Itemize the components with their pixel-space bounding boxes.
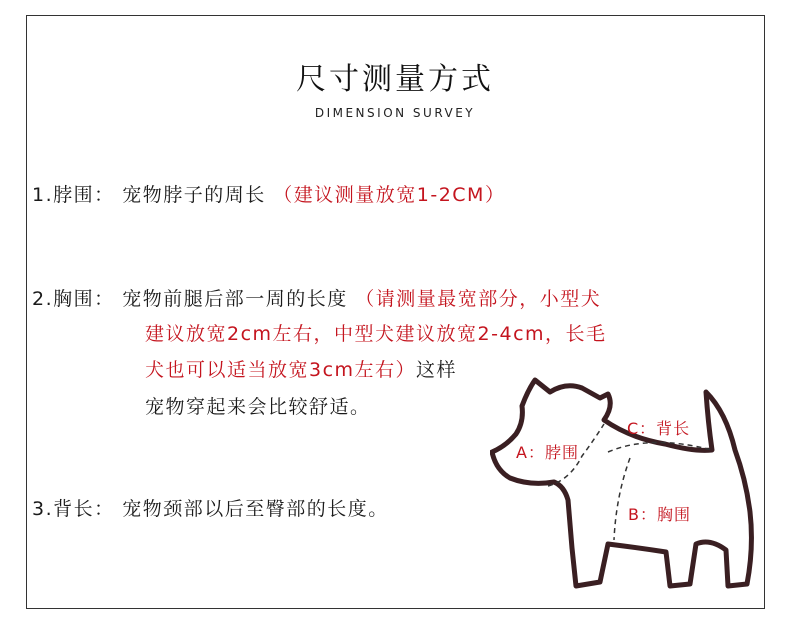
item-neck-label: 1.脖围：: [32, 184, 115, 206]
item-chest-note-2: 建议放宽2cm左右，中型犬建议放宽2-4cm，长毛: [145, 323, 607, 345]
item-chest-note-3: 犬也可以适当放宽3cm左右）: [145, 359, 417, 381]
item-chest-label: 2.胸围：: [32, 288, 115, 310]
label-back: C：背长: [627, 419, 691, 438]
item-neck-desc: 宠物脖子的周长: [122, 184, 266, 206]
item-neck-note: （建议测量放宽1-2CM）: [273, 184, 506, 206]
item-chest-line-3: [145, 361, 457, 380]
item-chest-tail-1: 这样: [416, 359, 458, 381]
page-title: 尺寸测量方式: [296, 62, 494, 97]
item-chest: [32, 290, 601, 309]
page-subtitle: DIMENSION SURVEY: [314, 106, 476, 120]
item-back: [32, 500, 389, 519]
label-chest: B：胸围: [628, 505, 691, 524]
item-chest-desc: 宠物前腿后部一周的长度: [122, 288, 348, 310]
label-neck: A：脖围: [516, 443, 579, 462]
item-neck: [32, 186, 505, 205]
dog-diagram: [490, 372, 760, 597]
item-back-label: 3.背长：: [32, 498, 115, 520]
item-chest-note-1: （请测量最宽部分，小型犬: [355, 288, 602, 310]
dog-outline: [492, 380, 751, 586]
item-chest-tail-2: 宠物穿起来会比较舒适。: [145, 396, 371, 418]
item-back-desc: 宠物颈部以后至臀部的长度。: [122, 498, 389, 520]
